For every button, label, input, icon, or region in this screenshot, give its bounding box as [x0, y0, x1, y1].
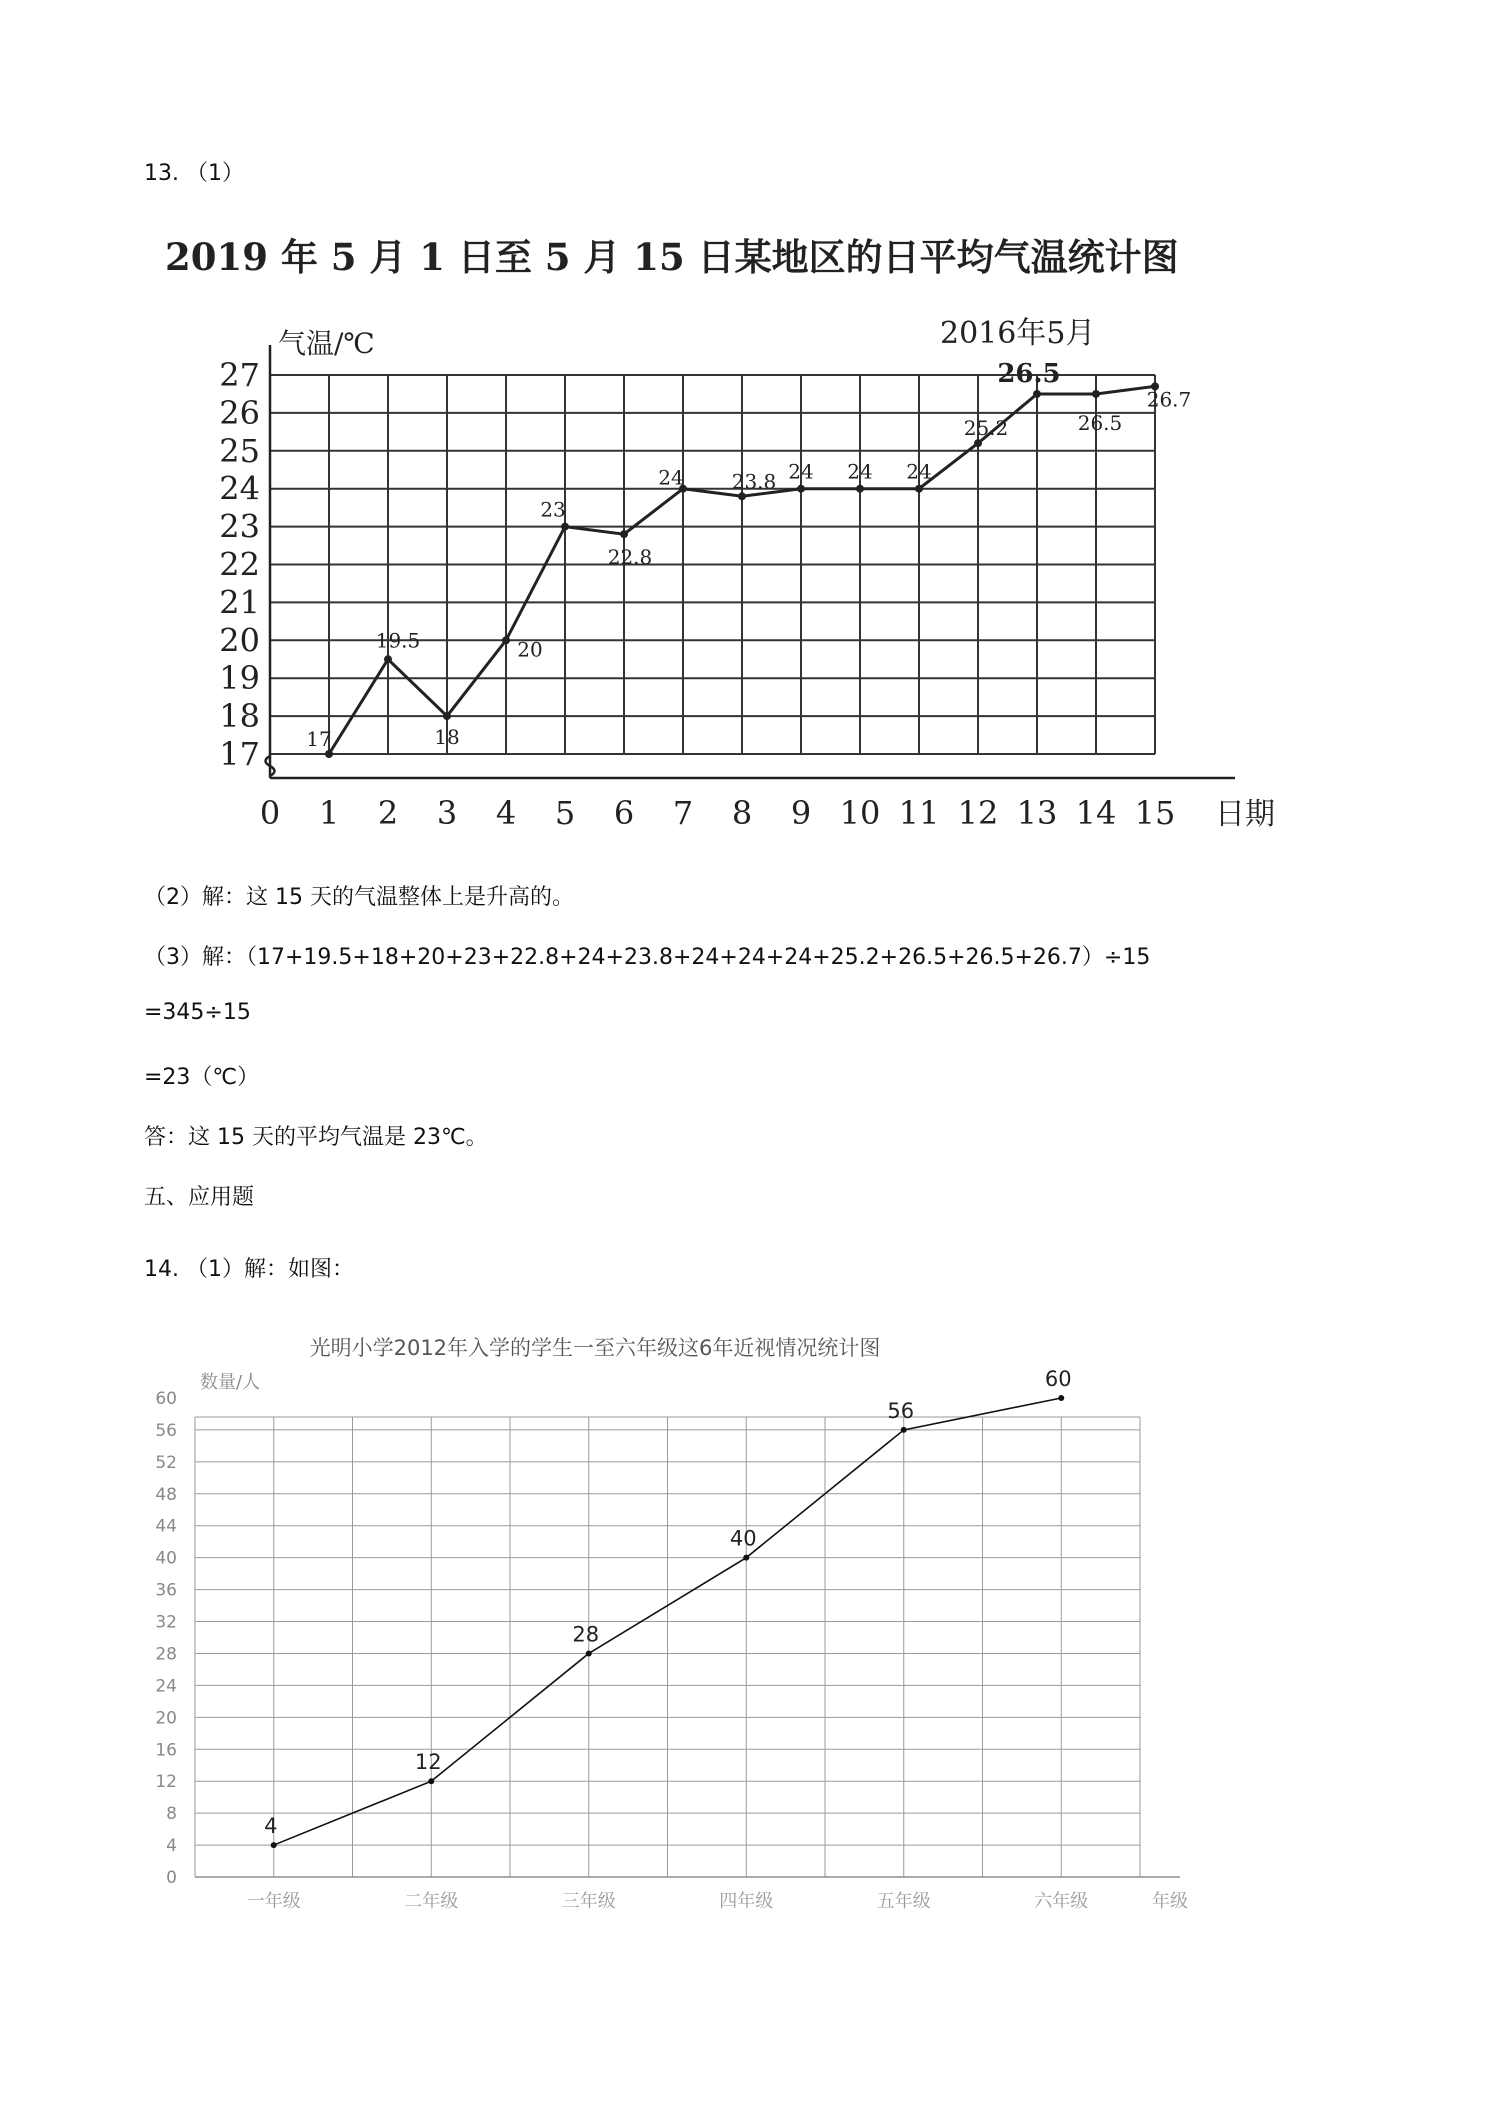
data-label: 26.5: [1077, 410, 1123, 435]
x-tick-label: 六年级: [1034, 1891, 1089, 1912]
data-label: 22.8: [607, 545, 653, 570]
temperature-point: [443, 712, 451, 720]
x-tick-label: 6: [613, 794, 635, 832]
grid-lines: [270, 375, 1155, 754]
chart-title: 2019 年 5 月 1 日至 5 月 15 日某地区的日平均气温统计图: [165, 235, 1179, 279]
y-tick-label: 17: [219, 735, 260, 773]
data-label: 19.5: [375, 628, 421, 653]
data-label: 24: [847, 459, 873, 484]
temperature-point: [502, 636, 510, 644]
y-tick-label: 27: [219, 356, 260, 394]
myopia-point: [586, 1650, 592, 1656]
q13-part2: （2）解：这 15 天的气温整体上是升高的。: [144, 885, 574, 910]
y-tick-label: 8: [166, 1804, 177, 1825]
myopia-point: [743, 1555, 749, 1561]
y-tick-label: 16: [155, 1740, 177, 1761]
data-label: 23: [540, 497, 566, 522]
data-label: 28: [572, 1622, 600, 1647]
data-label: 24: [906, 459, 932, 484]
x-tick-label: 3: [436, 794, 458, 832]
y-tick-label: 18: [219, 697, 260, 736]
y-tick-label: 20: [155, 1708, 177, 1729]
myopia-point: [1058, 1395, 1064, 1401]
section-five-title: 五、应用题: [144, 1185, 255, 1210]
data-label: 60: [1044, 1367, 1072, 1391]
data-label: 4: [264, 1814, 278, 1839]
y-axis-label: 气温/℃: [278, 327, 375, 360]
x-tick-label: 2: [377, 794, 399, 832]
data-label: 24: [658, 465, 684, 490]
q13-answer: 答：这 15 天的平均气温是 23℃。: [144, 1125, 488, 1150]
y-tick-label: 48: [155, 1484, 177, 1505]
data-label: 24: [788, 459, 814, 484]
x-tick-label: 11: [898, 794, 940, 832]
x-tick-label: 5: [554, 794, 576, 832]
y-tick-label: 12: [155, 1772, 177, 1793]
y-tick-label: 36: [155, 1580, 177, 1601]
myopia-chart: [140, 1325, 1220, 1945]
temperature-chart: [150, 225, 1280, 835]
y-tick-label: 20: [219, 621, 260, 660]
y-tick-label: 52: [155, 1452, 177, 1473]
q13-step2: =23（℃）: [144, 1065, 260, 1090]
temperature-point: [915, 485, 923, 493]
data-label: 56: [887, 1398, 915, 1423]
x-tick-label: 四年级: [719, 1891, 774, 1912]
data-label: 20: [517, 637, 543, 662]
temperature-point: [974, 439, 982, 447]
data-label: 18: [434, 725, 460, 750]
q13-heading: 13. （1）: [144, 161, 244, 186]
temperature-point: [738, 492, 746, 500]
x-tick-label: 12: [957, 794, 999, 832]
temperature-point: [797, 485, 805, 493]
y-tick-label: 44: [155, 1516, 177, 1537]
y-tick-label: 0: [166, 1868, 177, 1888]
x-tick-label: 0: [259, 794, 281, 832]
x-tick-label: 9: [790, 794, 812, 832]
x-tick-label: 二年级: [404, 1891, 459, 1912]
x-tick-label: 1: [318, 794, 340, 832]
data-label: 26.7: [1146, 387, 1192, 412]
chart-title: 光明小学2012年入学的学生一至六年级这6年近视情况统计图: [309, 1336, 881, 1360]
y-tick-label: 4: [166, 1836, 177, 1857]
x-axis-label: 年级: [1152, 1891, 1188, 1912]
x-tick-label: 五年级: [876, 1891, 931, 1912]
y-tick-label: 60: [155, 1389, 177, 1409]
q13-part3: （3）解：（17+19.5+18+20+23+22.8+24+23.8+24+24+24+25.2+26.5+26.5+26.7）÷15: [144, 945, 1151, 970]
x-tick-label: 4: [495, 794, 517, 832]
y-tick-label: 26: [219, 393, 260, 432]
x-tick-label: 三年级: [561, 1891, 616, 1912]
y-tick-label: 19: [219, 659, 260, 698]
x-tick-label: 15: [1134, 794, 1176, 832]
temperature-point: [384, 655, 392, 663]
data-label: 25.2: [963, 416, 1009, 441]
q13-step1: =345÷15: [144, 1000, 251, 1025]
x-tick-label: 10: [839, 794, 881, 832]
temperature-point: [1033, 390, 1041, 398]
grid-lines: [195, 1417, 1140, 1877]
temperature-point: [620, 530, 628, 538]
temperature-point: [561, 523, 569, 531]
y-tick-label: 24: [155, 1676, 177, 1697]
x-axis-label: 日期: [1215, 797, 1275, 832]
temperature-point: [856, 485, 864, 493]
y-tick-label: 24: [219, 469, 260, 508]
data-label: 40: [729, 1526, 757, 1551]
myopia-point: [901, 1427, 907, 1433]
data-label: 23.8: [731, 469, 777, 494]
y-tick-label: 56: [155, 1420, 177, 1441]
temperature-point: [325, 750, 333, 758]
x-tick-label: 7: [672, 794, 694, 832]
y-tick-label: 40: [155, 1548, 177, 1569]
chart-subtitle: 2016年5月: [940, 316, 1096, 351]
myopia-point: [271, 1842, 277, 1848]
y-tick-label: 28: [155, 1644, 177, 1665]
y-tick-label: 25: [219, 431, 260, 470]
data-label: 26.5: [997, 358, 1061, 389]
y-tick-label: 23: [219, 507, 260, 546]
y-tick-label: 22: [219, 545, 260, 584]
q14-heading: 14. （1）解：如图：: [144, 1257, 354, 1282]
data-label: 17: [306, 727, 332, 751]
x-tick-label: 8: [731, 794, 753, 832]
y-axis-label: 数量/人: [200, 1372, 261, 1393]
x-tick-label: 13: [1016, 794, 1058, 832]
y-tick-label: 21: [219, 583, 260, 622]
myopia-point: [428, 1778, 434, 1784]
x-tick-label: 14: [1075, 794, 1117, 832]
data-label: 12: [414, 1750, 442, 1775]
y-tick-label: 32: [155, 1612, 177, 1633]
temperature-point: [1092, 390, 1100, 398]
x-tick-label: 一年级: [246, 1891, 301, 1912]
